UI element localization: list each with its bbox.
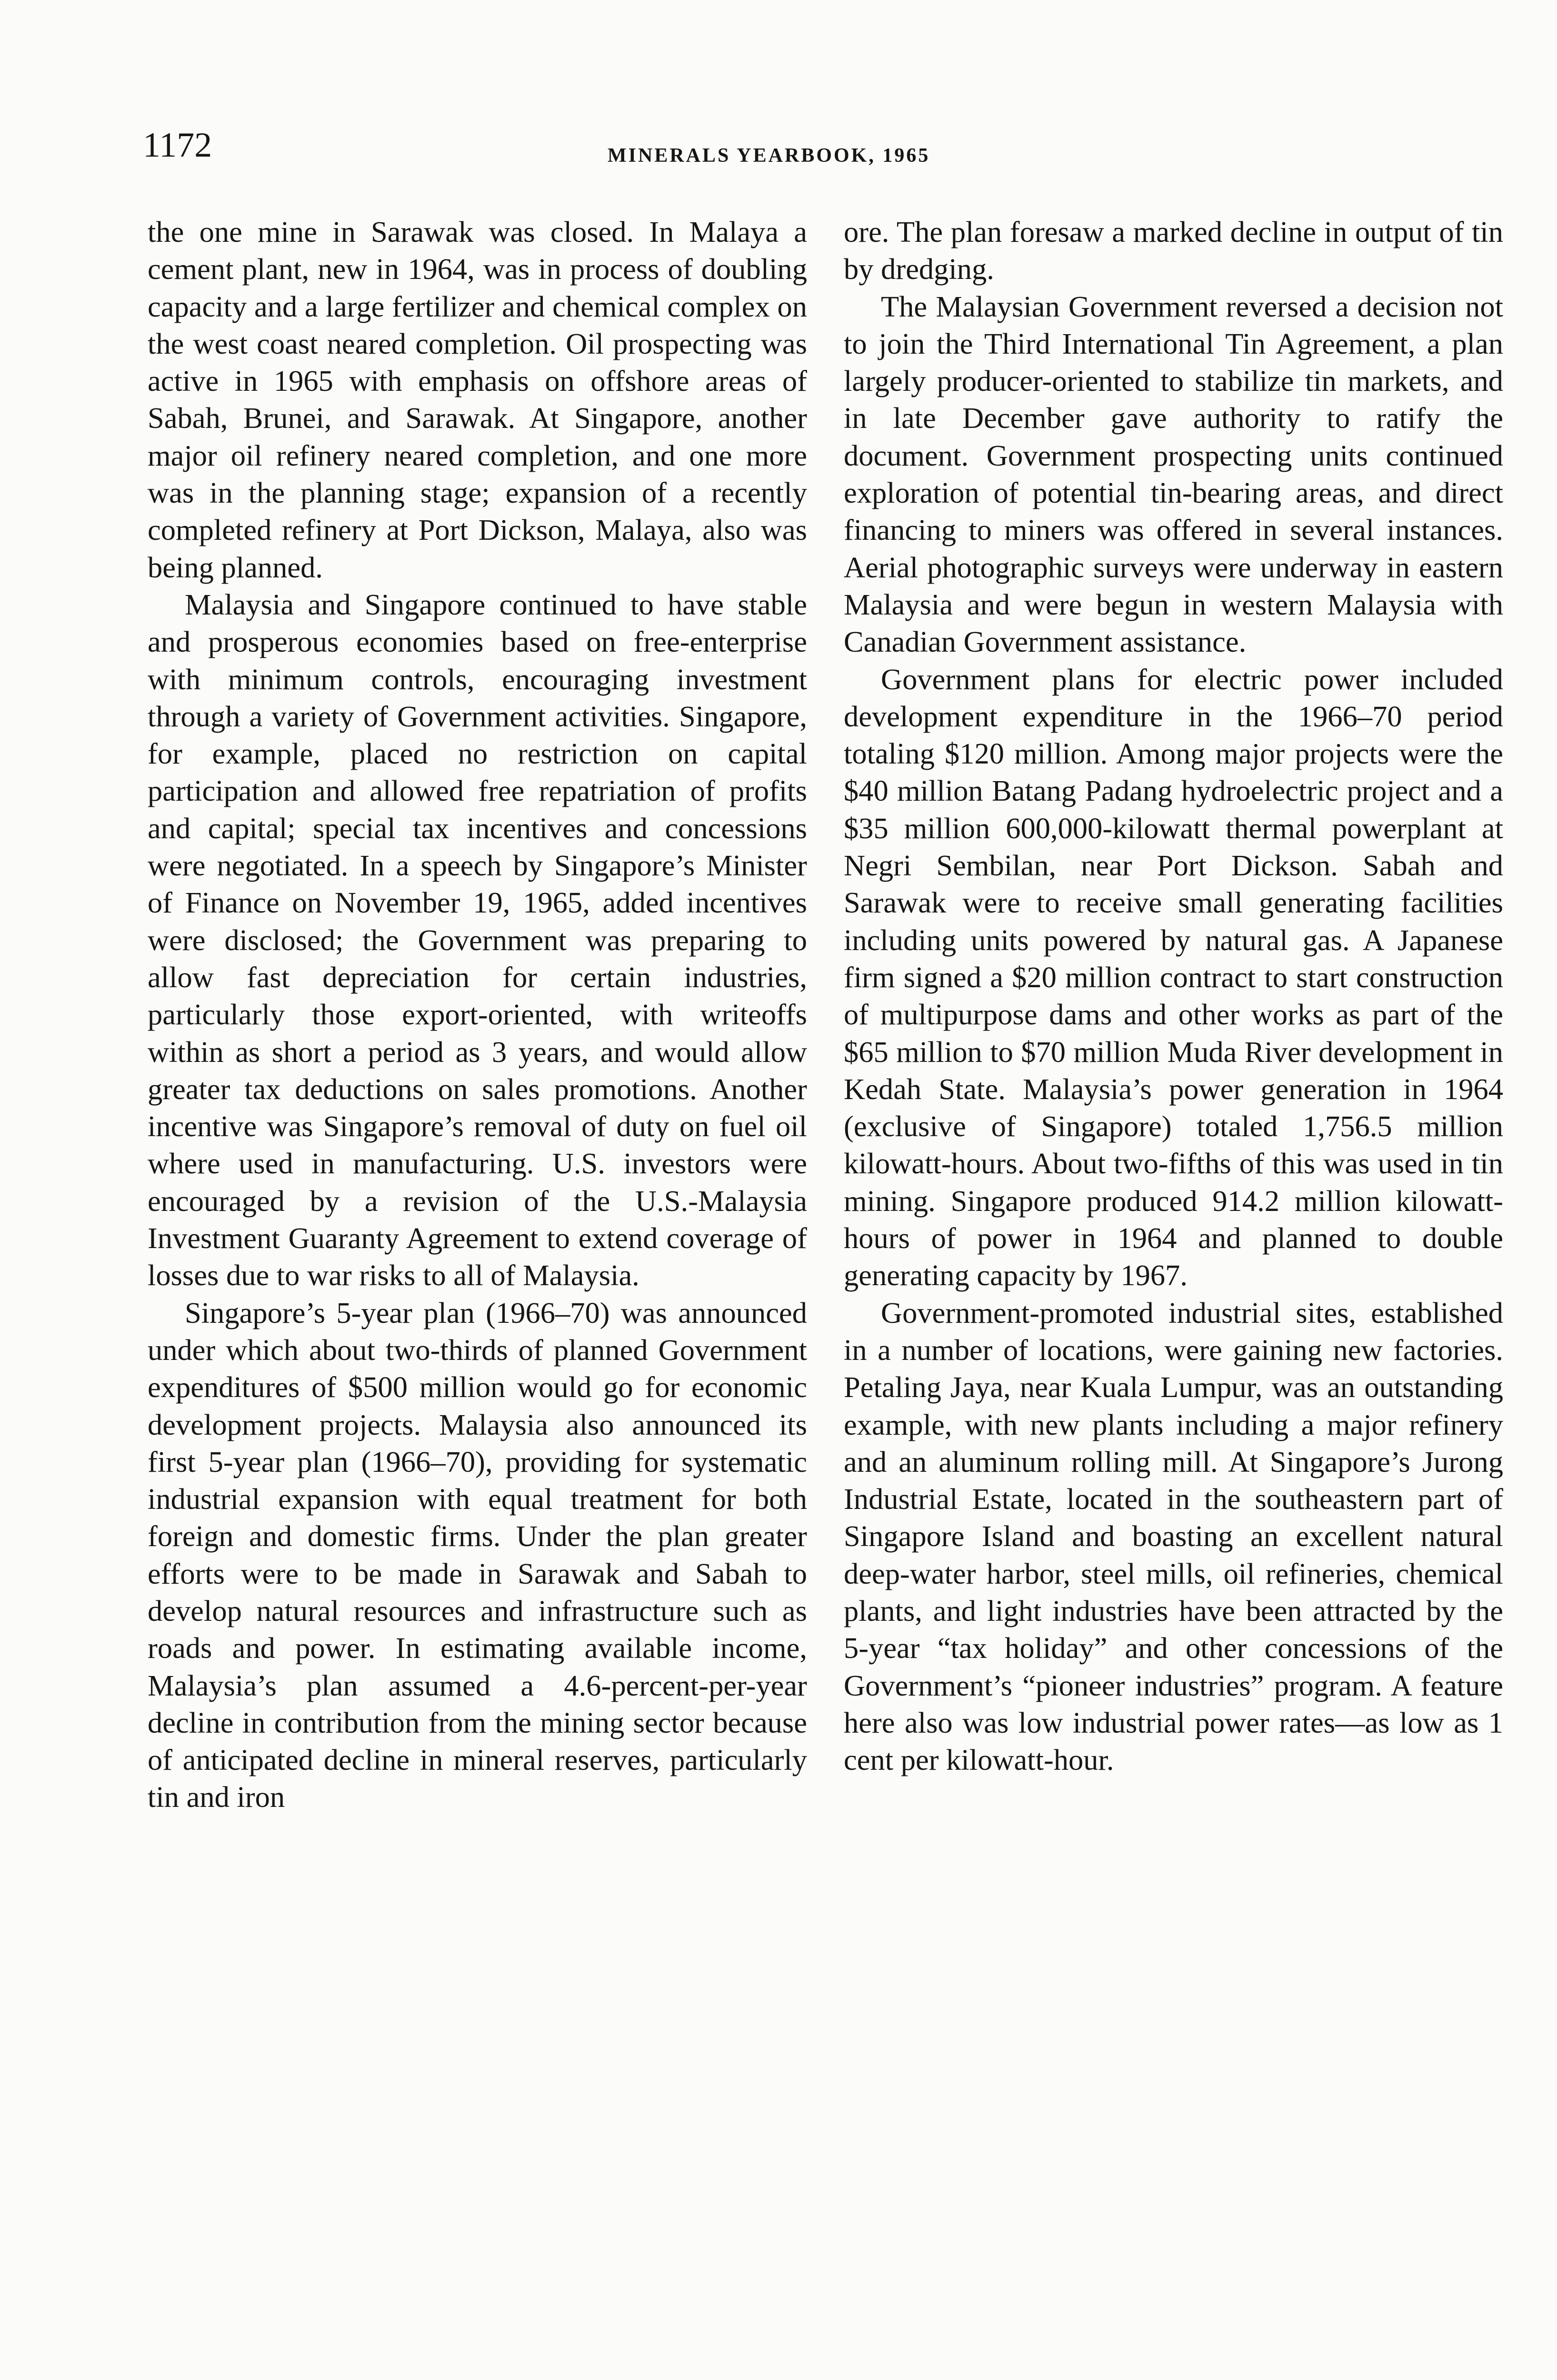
right-column bbox=[844, 213, 1503, 1778]
paragraph: Malaysia and Singapore continued to have stable and prosperous economies based on free-enterprise with minimum controls, encouraging investment through a variety of Government activities. Singapore, for example, placed no restriction on capital participation and allowed free repatriation of profits and capital; special tax incentives and concessions were negotiated. In a speech by Singapore’s Minister of Finance on November 19, 1965, added incentives were disclosed; the Government was preparing to allow fast depreciation for certain industries, particularly those export-oriented, with writeoffs within as short a period as 3 years, and would allow greater tax deductions on sales promotions. Another incentive was Singapore’s removal of duty on fuel oil where used in manufacturing. U.S. investors were encouraged by a revision of the U.S.-Malaysia Investment Guaranty Agreement to extend coverage of losses due to war risks to all of Malaysia. bbox=[148, 587, 807, 1292]
paragraph: ore. The plan foresaw a marked decline in output of tin by dredging. bbox=[844, 215, 1503, 286]
left-column bbox=[148, 213, 807, 1816]
paragraph: Government-promoted industrial sites, established in a number of locations, were gaining new factories. Petaling Jaya, near Kuala Lumpur, was an outstanding example, with new plants including a major refinery and an aluminum rolling mill. At Singapore’s Jurong Industrial Estate, located in the southeastern part of Singapore Island and boasting an excellent natural deep-water harbor, steel mills, oil refineries, chemical plants, and light industries have been attracted by the 5-year “tax holiday” and other concessions of the Government’s “pioneer industries” program. A feature here also was low industrial power rates—as low as 1 cent per kilowatt-hour. bbox=[844, 1296, 1503, 1777]
paragraph: the one mine in Sarawak was closed. In Malaya a cement plant, new in 1964, was in process of doubling capacity and a large fertilizer and chemical complex on the west coast neared completion. Oil prospecting was active in 1965 with emphasis on offshore areas of Sabah, Brunei, and Sarawak. At Singapore, another major oil refinery neared completion, and one more was in the planning stage; expansion of a recently completed refinery at Port Dickson, Malaya, also was being planned. bbox=[148, 215, 807, 584]
paragraph: Government plans for electric power included development expenditure in the 1966–70 period totaling $120 million. Among major projects were the $40 million Batang Padang hydroelectric project and a $35 million 600,000-kilowatt thermal powerplant at Negri Sembilan, near Port Dickson. Sabah and Sarawak were to receive small generating facilities including units powered by natural gas. A Japanese firm signed a $20 million contract to start construction of multipurpose dams and other works as part of the $65 million to $70 million Muda River development in Kedah State. Malaysia’s power generation in 1964 (exclusive of Singapore) totaled 1,756.5 million kilowatt-hours. About two-fifths of this was used in tin mining. Singapore produced 914.2 million kilowatt-hours of power in 1964 and planned to double generating capacity by 1967. bbox=[844, 662, 1503, 1292]
paragraph: The Malaysian Government reversed a decision not to join the Third International Tin Agreement, a plan largely producer-oriented to stabilize tin markets, and in late December gave authority to ratify the document. Government prospecting units continued exploration of potential tin-bearing areas, and direct financing to miners was offered in several instances. Aerial photographic surveys were underway in eastern Malaysia and were begun in western Malaysia with Canadian Government assistance. bbox=[844, 289, 1503, 659]
paragraph: Singapore’s 5-year plan (1966–70) was announced under which about two-thirds of planned Government expenditures of $500 million would go for economic development projects. Malaysia also announced its first 5-year plan (1966–70), providing for systematic industrial expansion with equal treatment for both foreign and domestic firms. Under the plan greater efforts were to be made in Sarawak and Sabah to develop natural resources and infrastructure such as roads and power. In estimating available income, Malaysia’s plan assumed a 4.6-percent-per-year decline in contribution from the mining sector because of anticipated decline in mineral reserves, particularly tin and iron bbox=[148, 1296, 807, 1814]
running-head: MINERALS YEARBOOK, 1965 bbox=[608, 145, 930, 167]
page-number: 1172 bbox=[143, 126, 212, 165]
